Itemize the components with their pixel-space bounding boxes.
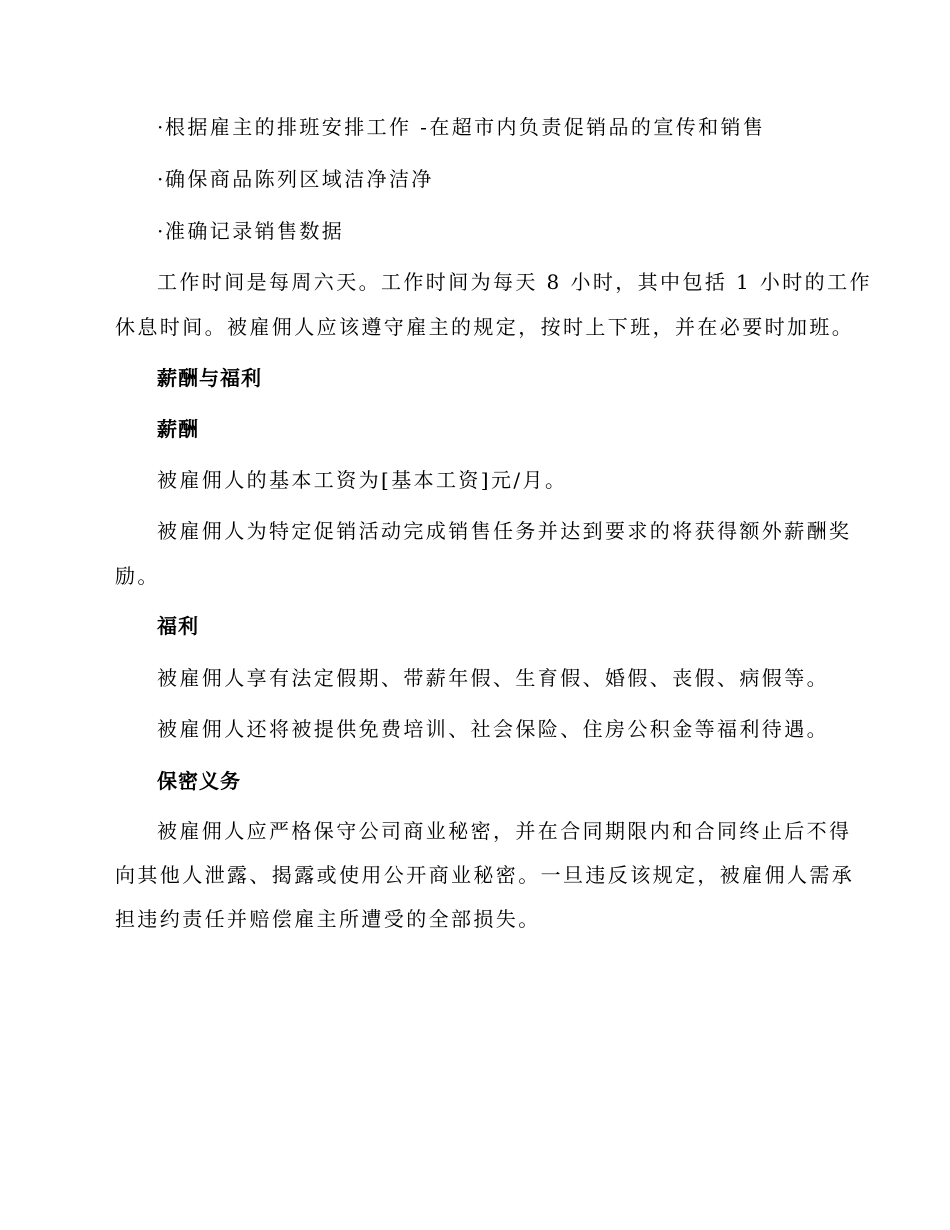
duty-bullet-1-text: 根据雇主的排班安排工作 -在超市内负责促销品的宣传和销售 [165,115,766,139]
subsection-heading-salary: 薪酬 [157,417,199,441]
duty-bullet-2-text: 确保商品陈列区域洁净洁净 [165,167,434,191]
section-heading-confidentiality: 保密义务 [157,769,241,793]
benefits-other-paragraph: 被雇佣人还将被提供免费培训、社会保险、住房公积金等福利待遇。 [157,717,829,741]
salary-bonus-paragraph-line-1: 被雇佣人为特定促销活动完成销售任务并达到要求的将获得额外薪酬奖 [157,519,852,543]
benefits-leave-paragraph: 被雇佣人享有法定假期、带薪年假、生育假、婚假、丧假、病假等。 [157,666,829,690]
salary-bonus-paragraph-line-2: 励。 [115,564,160,588]
bullet-marker: · [157,167,166,191]
confidentiality-paragraph-line-1: 被雇佣人应严格保守公司商业秘密，并在合同期限内和合同终止后不得 [157,819,852,843]
duty-bullet-1 [157,113,877,141]
salary-base-paragraph: 被雇佣人的基本工资为[基本工资]元/月。 [157,468,568,492]
work-hours-paragraph-line-2: 休息时间。被雇佣人应该遵守雇主的规定，按时上下班，并在必要时加班。 [115,315,855,339]
section-heading-salary-benefits: 薪酬与福利 [157,366,262,390]
work-hours-paragraph-line-1: 工作时间是每周六天。工作时间为每天 8 小时，其中包括 1 小时的工作 [157,270,872,294]
duty-bullet-2 [157,165,877,193]
subsection-heading-benefits: 福利 [157,614,199,638]
duty-bullet-3 [157,217,877,245]
confidentiality-paragraph-line-3: 担违约责任并赔偿雇主所遭受的全部损失。 [115,907,541,931]
bullet-marker: · [157,219,166,243]
duty-bullet-3-text: 准确记录销售数据 [165,219,345,243]
bullet-marker: · [157,115,166,139]
confidentiality-paragraph-line-2: 向其他人泄露、揭露或使用公开商业秘密。一旦违反该规定，被雇佣人需承 [115,863,855,887]
